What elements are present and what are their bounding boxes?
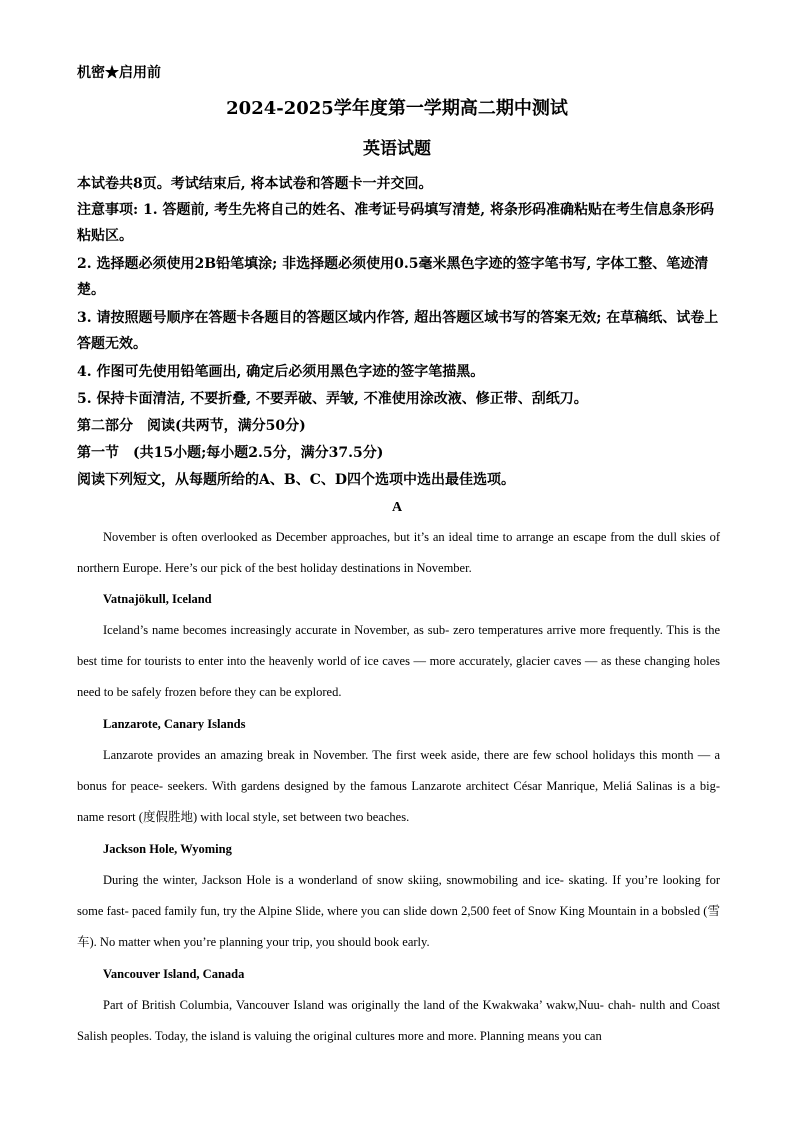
- reading-directions: 阅读下列短文，从每题所给的A、B、C、D四个选项中选出最佳选项。: [77, 472, 515, 488]
- destination-text-2: Lanzarote provides an amazing break in November. The first week aside, there are few school holidays this month — a bonus for peace- seekers. With gardens designed by the famous Lanzarote architect César Manrique, Meliá Salinas is a big- name resort (度假胜地) with local style, set between two beaches.: [77, 748, 720, 824]
- instruction-3: 3. 请按照题号顺序在答题卡各题目的答题区域内作答, 超出答题区域书写的答案无效; 在草稿纸、试卷上答题无效。: [77, 310, 719, 352]
- section-heading: 第一节 (共15小题;每小题2.5分，满分37.5分): [77, 445, 384, 461]
- passage-label: A: [391, 500, 403, 515]
- confidential-mark: 机密★启用前: [77, 65, 161, 81]
- destination-text-1: Iceland’s name becomes increasingly accurate in November, as sub- zero temperatures arrive more frequently. This is the best time for tourists to enter into the heavenly world of ice caves — more accurately, glacier caves — as these changing holes need to be safely frozen before they can be explored.: [77, 623, 720, 699]
- part-heading: 第二部分 阅读(共两节，满分50分): [77, 418, 306, 434]
- destination-heading-2: Lanzarote, Canary Islands: [103, 717, 246, 731]
- instruction-5: 5. 保持卡面清洁, 不要折叠, 不要弄破、弄皱, 不准使用涂改液、修正带、刮纸刀。: [77, 391, 588, 407]
- destination-heading-1: Vatnajökull, Iceland: [103, 592, 212, 606]
- exam-title: 2024-2025学年度第一学期高二期中测试: [226, 98, 568, 119]
- instruction-4: 4. 作图可先使用铅笔画出, 确定后必须用黑色字迹的签字笔描黑。: [77, 364, 485, 380]
- destination-heading-3: Jackson Hole, Wyoming: [103, 842, 232, 856]
- instruction-pages: 本试卷共8页。考试结束后, 将本试卷和答题卡一并交回。: [77, 176, 433, 192]
- instruction-1: 注意事项: 1. 答题前, 考生先将自己的姓名、准考证号码填写清楚, 将条形码准确粘贴在考生信息条形码粘贴区。: [77, 202, 715, 244]
- instruction-2: 2. 选择题必须使用2B铅笔填涂; 非选择题必须使用0.5毫米黑色字迹的签字笔书写, 字体工整、笔迹清楚。: [77, 256, 709, 298]
- destination-text-3: During the winter, Jackson Hole is a wonderland of snow skiing, snowmobiling and ice- skating. If you’re looking for some fast- paced family fun, try the Alpine Slide, where you can slide down 2,500 feet of Snow King Mountain in a bobsled (雪车). No matter when you’re planning your trip, you should book early.: [77, 873, 720, 949]
- passage-intro: November is often overlooked as December approaches, but it’s an ideal time to arrange an escape from the dull skies of northern Europe. Here’s our pick of the best holiday destinations in November.: [77, 530, 720, 575]
- destination-heading-4: Vancouver Island, Canada: [103, 967, 245, 981]
- subject-title: 英语试题: [363, 139, 431, 159]
- destination-text-4: Part of British Columbia, Vancouver Island was originally the land of the Kwakwaka’ wakw,Nuu- chah- nulth and Coast Salish peoples. Today, the island is valuing the original cultures more and more. Planning means you can: [77, 998, 720, 1043]
